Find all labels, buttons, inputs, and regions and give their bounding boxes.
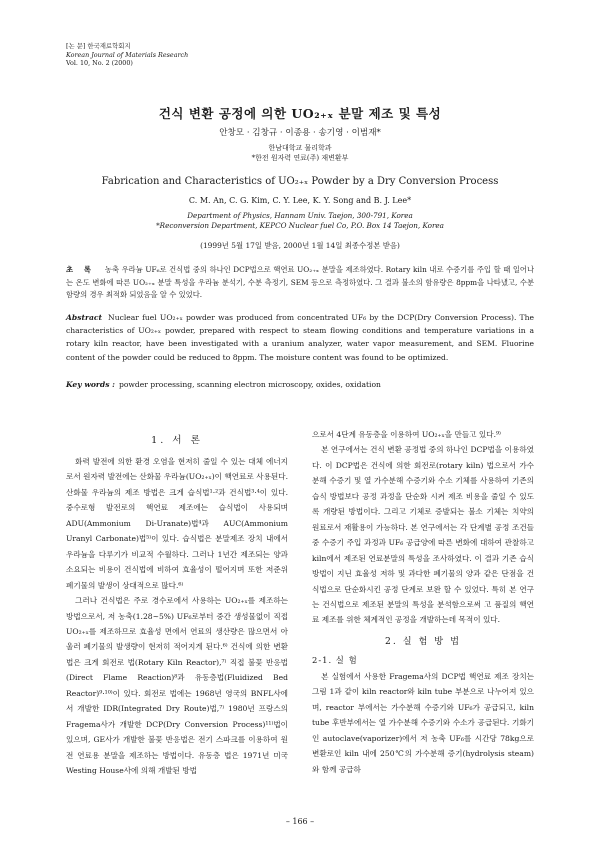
- korean-affiliation-1: 한남대학교 물리학과: [268, 144, 332, 152]
- korean-affiliations: [40, 143, 560, 163]
- page-number: – 166 –: [285, 817, 315, 826]
- korean-authors: 안창모 · 김창규 · 이종용 · 송기영 · 이범재*: [219, 128, 381, 138]
- english-abstract-label: Abstract: [66, 313, 103, 322]
- journal-english: Korean Journal of Materials Research: [66, 50, 189, 59]
- received-dates: (1999년 5월 17일 받음, 2000년 1월 14일 최종수정본 받음): [200, 241, 400, 250]
- english-abstract: [66, 311, 534, 364]
- keywords-text: powder processing, scanning electron microscopy, oxides, oxidation: [118, 380, 381, 389]
- korean-abstract-text: 농축 우라늄 UF₆로 건식법 중의 하나인 DCP법으로 핵연료 UO₂₊ₓ 분말을 제조하였다. Rotary kiln 내로 수증기를 주입 할 때 일어나는 온도 변화에 따른 UO₂₊ₓ 분말 특성을 우라늄 분석기, 수분 측정기, SEM 등으로 측정하였다. 그 결과 불소의 함유량은 8ppm을 나타냈고, 수분 함량의 경우 최적화 되었음을 알 수 있었다.: [66, 265, 534, 300]
- english-affiliation-2: *Reconversion Department, KEPCO Nuclear fuel Co, P.O. Box 14 Taejon, Korea: [156, 221, 444, 230]
- english-authors: C. M. An, C. G. Kim, C. Y. Lee, K. Y. Song and B. J. Lee*: [188, 196, 412, 205]
- journal-volume: Vol. 10, No. 2 (2000): [66, 59, 133, 68]
- korean-affiliation-2: *한전 원자력 연료(주) 재변환부: [251, 154, 349, 162]
- left-column: [66, 454, 288, 779]
- english-title: Fabrication and Characteristics of UO₂₊ₓ Powder by a Dry Conversion Process: [101, 176, 499, 187]
- method-paragraph-1: 본 실험에서 사용한 Fragema사의 DCP법 핵연료 제조 장치는 그림 1과 같이 kiln reactor와 kiln tube 부분으로 나누어져 있으며, reactor 부에서는 가수분해 수증기와 UF₆가 공급되고, kiln tube 후반부에서는 열 가수분해 수증기와 수소가 공급된다. 기화기인 autoclave(vaporizer)에서 저 농축 UF₆를 시간당 78kg으로 변환로인 kiln 내에 250℃의 가수분해 증기(hydrolysis steam)와 함께 공급하: [312, 671, 534, 774]
- english-abstract-text: Nuclear fuel UO₂₊ₓ powder was produced from concentrated UF₆ by the DCP(Dry Conversion Process). The characteristics of UO₂₊ₓ powder, prepared with respect to steam flowing conditions and temperature variations in a rotary kiln reactor, have been investigated with a uranium analyzer, water vapor measurement, and SEM. Fluorine content of the powder could be reduced to 8ppm. The moisture content was found to be optimized.: [66, 313, 534, 362]
- keywords: [66, 380, 534, 389]
- korean-abstract-label: 초 록: [66, 265, 95, 274]
- section-1-heading: 1. 서 론: [151, 435, 203, 446]
- intro-paragraph-2: 그러나 건식법은 주로 경수로에서 사용하는 UO₂₊ₓ를 제조하는 방법으로서, 저 농축(1.28~5%) UF₆로부터 중간 생성물없이 직접 UO₂₊ₓ를 제조하므로 효율성 면에서 연료의 생산량은 많으면서 아울러 폐기물의 발생량이 현저히 적어지게 된다.⁶⁾ 건식에 의한 변환법은 크게 회전로 법(Rotary Kiln Reactor),⁷⁾ 직접 불꽃 반응법(Direct Flame Reaction)⁸과 유동층법(Fluidized Bed Reactor)⁹·¹⁰⁾이 있다. 회전로 법에는 1968년 영국의 BNFL사에서 개발한 IDR(Integrated Dry Route)법,⁷⁾ 1980년 프랑스의 Fragema사가 개발한 DCP(Dry Conversion Process)¹¹⁾법이 있으며, GE사가 개발한 불꽃 반응법은 전기 스파크를 이용하여 원전 연료용 분말을 제조하는 방법이다. 유동층 법은 1971년 미국 Westing House사에 의해 개발된 방법: [66, 596, 288, 776]
- keywords-label: Key words :: [66, 380, 115, 389]
- korean-title: 건식 변환 공정에 의한 UO₂₊ₓ 분말 제조 및 특성: [158, 106, 442, 121]
- section-2-heading: 2. 실 험 방 법: [385, 635, 461, 647]
- right-column: [312, 427, 534, 777]
- intro-paragraph-2-continued: 으로서 4단계 유동층을 이용하여 UO₂₊ₓ을 만들고 있다.⁹⁾: [312, 430, 501, 439]
- english-affiliations: [40, 211, 560, 231]
- journal-header: [66, 42, 188, 68]
- english-affiliation-1: Department of Physics, Hannam Univ. Taejon, 300-791, Korea: [187, 211, 413, 220]
- korean-abstract: [66, 264, 534, 302]
- intro-paragraph-1: 화력 발전에 의한 환경 오염을 현저히 줄일 수 있는 대체 에너지로서 원자력 발전에는 산화물 우라늄(UO₂₊ₓ)이 핵연료로 사용된다. 산화물 우라늄의 제조 방법은 크게 습식법¹·²과 건식법³·⁴이 있다. 중수로형 발전로의 핵연료 제조에는 습식법이 사용되며 ADU(Ammonium Di-Uranate)법⁴과 AUC(Ammonium Uranyl Carbonate)법⁵⁾이 있다. 습식법은 분말제조 장치 내에서 우라늄을 다루기가 비교적 수월하다. 그러나 1년간 제조되는 양과 소요되는 비용이 건식법에 비하여 효율성이 떨어지며 또한 저준위 폐기물의 발생이 상대적으로 많다.⁶⁾: [66, 457, 288, 590]
- subsection-2-1-heading: 2-1. 실 험: [312, 655, 358, 666]
- intro-paragraph-3: 본 연구에서는 건식 변환 공정법 중의 하나인 DCP법을 이용하였다. 이 DCP법은 건식에 의한 회전로(rotary kiln) 법으로서 가수분해 수증기 및 열 가수분해 수증기와 수소 기체를 사용하여 기존의 습식 방법보다 공정 과정을 단순화 시켜 제조 비용을 줄일 수 있도록 개량된 방법이다. 그리고 기체로 증발되는 불소 기체는 치약의 원료로서 재활용이 가능하다. 본 연구에서는 각 단계별 공정 조건들 중 수증기 주입 과정과 UF₆ 공급양에 따른 변화에 대하여 관찰하고 kiln에서 제조된 연료분말의 특성을 조사하였다. 이 결과 기존 습식 방법이 지닌 효율성 저하 및 과다한 폐기물의 양과 같은 단점을 건식법으로 단순화시킨 공정 단계로 보완 할 수 있었다. 특히 본 연구는 건식법으로 제조된 분말의 특성을 분석함으로써 고 품질의 핵연료 제조를 위한 체계적인 공정을 개발하는데 목적이 있다.: [312, 445, 534, 625]
- journal-korean: [논 문] 한국재료학회지: [66, 42, 131, 50]
